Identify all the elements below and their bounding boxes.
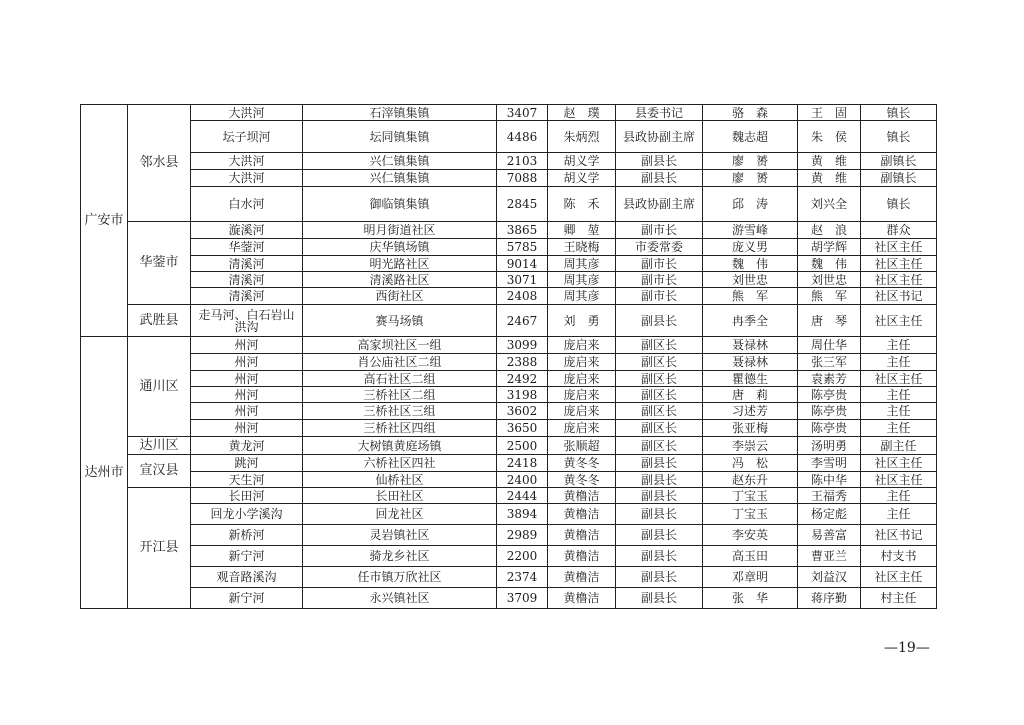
person2-cell: 游雪峰 xyxy=(703,222,798,239)
river-cell: 走马河、白石岩山洪沟 xyxy=(191,305,303,337)
title-cell: 市委常委 xyxy=(616,239,703,256)
location-cell: 三桥社区三组 xyxy=(303,403,497,420)
location-cell: 永兴镇社区 xyxy=(303,588,497,609)
river-cell: 观音路溪沟 xyxy=(191,567,303,588)
leader-cell: 庞启来 xyxy=(548,371,616,387)
title-cell: 副区长 xyxy=(616,354,703,371)
role-cell: 副镇长 xyxy=(861,170,937,187)
location-cell: 仙桥社区 xyxy=(303,472,497,488)
table-row xyxy=(81,239,937,256)
location-cell: 兴仁镇集镇 xyxy=(303,170,497,187)
location-cell: 高家坝社区一组 xyxy=(303,337,497,354)
leader-cell: 黄橹洁 xyxy=(548,488,616,504)
title-cell: 副县长 xyxy=(616,546,703,567)
role-cell: 群众 xyxy=(861,222,937,239)
person2-cell: 邱 涛 xyxy=(703,187,798,222)
river-cell: 新桥河 xyxy=(191,525,303,546)
person2-cell: 聂禄林 xyxy=(703,354,798,371)
river-cell: 州河 xyxy=(191,354,303,371)
table-row xyxy=(81,387,937,403)
location-cell: 大树镇黄庭场镇 xyxy=(303,437,497,455)
location-cell: 御临镇集镇 xyxy=(303,187,497,222)
leader-cell: 庞启来 xyxy=(548,387,616,403)
leader-cell: 张顺超 xyxy=(548,437,616,455)
table-row xyxy=(81,488,937,504)
title-cell: 副市长 xyxy=(616,222,703,239)
title-cell: 副县长 xyxy=(616,305,703,337)
table-row xyxy=(81,305,937,337)
leader-cell: 胡义学 xyxy=(548,170,616,187)
code-cell: 2400 xyxy=(497,472,548,488)
code-cell: 3407 xyxy=(497,105,548,121)
location-cell: 庆华镇场镇 xyxy=(303,239,497,256)
river-cell: 清溪河 xyxy=(191,256,303,272)
person3-cell: 陈亭贵 xyxy=(798,403,861,420)
title-cell: 副区长 xyxy=(616,420,703,437)
table-row xyxy=(81,354,937,371)
role-cell: 主任 xyxy=(861,504,937,525)
leader-cell: 黄橹洁 xyxy=(548,588,616,609)
title-cell: 副区长 xyxy=(616,403,703,420)
river-cell: 漩溪河 xyxy=(191,222,303,239)
role-cell: 主任 xyxy=(861,403,937,420)
person2-cell: 丁宝玉 xyxy=(703,488,798,504)
river-cell: 清溪河 xyxy=(191,288,303,305)
leader-cell: 王晓梅 xyxy=(548,239,616,256)
person2-cell: 聂禄林 xyxy=(703,337,798,354)
person3-cell: 王福秀 xyxy=(798,488,861,504)
table-row xyxy=(81,437,937,455)
role-cell: 镇长 xyxy=(861,105,937,121)
table-row xyxy=(81,153,937,170)
location-cell: 西街社区 xyxy=(303,288,497,305)
title-cell: 副区长 xyxy=(616,437,703,455)
person3-cell: 曹亚兰 xyxy=(798,546,861,567)
leader-cell: 黄橹洁 xyxy=(548,546,616,567)
person3-cell: 蒋序勤 xyxy=(798,588,861,609)
role-cell: 主任 xyxy=(861,420,937,437)
table-row xyxy=(81,525,937,546)
river-cell: 黄龙河 xyxy=(191,437,303,455)
table-row xyxy=(81,105,937,121)
table-row xyxy=(81,288,937,305)
code-cell: 2989 xyxy=(497,525,548,546)
location-cell: 明光路社区 xyxy=(303,256,497,272)
person2-cell: 唐 莉 xyxy=(703,387,798,403)
title-cell: 副市长 xyxy=(616,256,703,272)
river-cell: 白水河 xyxy=(191,187,303,222)
code-cell: 3709 xyxy=(497,588,548,609)
role-cell: 社区主任 xyxy=(861,472,937,488)
leader-cell: 周其彦 xyxy=(548,272,616,288)
location-cell: 三桥社区二组 xyxy=(303,387,497,403)
person2-cell: 瞿德生 xyxy=(703,371,798,387)
location-cell: 回龙社区 xyxy=(303,504,497,525)
person3-cell: 袁素芳 xyxy=(798,371,861,387)
location-cell: 骑龙乡社区 xyxy=(303,546,497,567)
table-row xyxy=(81,588,937,609)
code-cell: 2492 xyxy=(497,371,548,387)
person2-cell: 庞义男 xyxy=(703,239,798,256)
role-cell: 主任 xyxy=(861,488,937,504)
leader-cell: 庞启来 xyxy=(548,337,616,354)
river-cell: 跳河 xyxy=(191,455,303,472)
table-row xyxy=(81,420,937,437)
location-cell: 清溪路社区 xyxy=(303,272,497,288)
person2-cell: 高玉田 xyxy=(703,546,798,567)
role-cell: 村主任 xyxy=(861,588,937,609)
leader-cell: 庞启来 xyxy=(548,354,616,371)
city-cell: 广安市 xyxy=(81,105,128,337)
title-cell: 副县长 xyxy=(616,472,703,488)
role-cell: 主任 xyxy=(861,387,937,403)
role-cell: 主任 xyxy=(861,354,937,371)
river-cell: 清溪河 xyxy=(191,272,303,288)
county-cell: 开江县 xyxy=(128,488,191,609)
title-cell: 副市长 xyxy=(616,288,703,305)
river-cell: 大洪河 xyxy=(191,105,303,121)
person3-cell: 李雪明 xyxy=(798,455,861,472)
title-cell: 副县长 xyxy=(616,455,703,472)
leader-cell: 陈 禾 xyxy=(548,187,616,222)
code-cell: 2374 xyxy=(497,567,548,588)
county-cell: 通川区 xyxy=(128,337,191,437)
person3-cell: 黄 维 xyxy=(798,153,861,170)
county-cell: 达川区 xyxy=(128,437,191,455)
table-row xyxy=(81,272,937,288)
table-row xyxy=(81,567,937,588)
river-cell: 天生河 xyxy=(191,472,303,488)
location-cell: 长田社区 xyxy=(303,488,497,504)
person3-cell: 易善富 xyxy=(798,525,861,546)
river-cell: 州河 xyxy=(191,337,303,354)
role-cell: 社区主任 xyxy=(861,305,937,337)
table-row xyxy=(81,504,937,525)
location-cell: 肖公庙社区二组 xyxy=(303,354,497,371)
leader-cell: 胡义学 xyxy=(548,153,616,170)
title-cell: 县政协副主席 xyxy=(616,187,703,222)
leader-cell: 黄橹洁 xyxy=(548,567,616,588)
table-row xyxy=(81,546,937,567)
role-cell: 社区主任 xyxy=(861,455,937,472)
person2-cell: 习述芳 xyxy=(703,403,798,420)
person2-cell: 冯 松 xyxy=(703,455,798,472)
title-cell: 副县长 xyxy=(616,153,703,170)
river-cell: 回龙小学溪沟 xyxy=(191,504,303,525)
person2-cell: 张亚梅 xyxy=(703,420,798,437)
table-row xyxy=(81,222,937,239)
role-cell: 社区主任 xyxy=(861,256,937,272)
person3-cell: 张三军 xyxy=(798,354,861,371)
role-cell: 社区书记 xyxy=(861,288,937,305)
leader-cell: 黄冬冬 xyxy=(548,455,616,472)
leader-cell: 卿 堃 xyxy=(548,222,616,239)
code-cell: 3894 xyxy=(497,504,548,525)
code-cell: 3865 xyxy=(497,222,548,239)
code-cell: 3071 xyxy=(497,272,548,288)
river-cell: 州河 xyxy=(191,403,303,420)
river-cell: 大洪河 xyxy=(191,170,303,187)
person3-cell: 陈中华 xyxy=(798,472,861,488)
code-cell: 3650 xyxy=(497,420,548,437)
river-cell: 州河 xyxy=(191,420,303,437)
leader-cell: 黄冬冬 xyxy=(548,472,616,488)
role-cell: 副镇长 xyxy=(861,153,937,170)
title-cell: 副区长 xyxy=(616,387,703,403)
title-cell: 副县长 xyxy=(616,170,703,187)
title-cell: 副区长 xyxy=(616,337,703,354)
person2-cell: 冉季全 xyxy=(703,305,798,337)
person3-cell: 周仕华 xyxy=(798,337,861,354)
location-cell: 坛同镇集镇 xyxy=(303,121,497,153)
title-cell: 副县长 xyxy=(616,588,703,609)
river-cell: 华蓥河 xyxy=(191,239,303,256)
river-cell: 州河 xyxy=(191,371,303,387)
person2-cell: 廖 赟 xyxy=(703,153,798,170)
person3-cell: 黄 维 xyxy=(798,170,861,187)
location-cell: 赛马场镇 xyxy=(303,305,497,337)
county-cell: 武胜县 xyxy=(128,305,191,337)
person3-cell: 刘兴全 xyxy=(798,187,861,222)
leader-cell: 庞启来 xyxy=(548,420,616,437)
county-cell: 华蓥市 xyxy=(128,222,191,305)
leader-cell: 周其彦 xyxy=(548,256,616,272)
role-cell: 社区书记 xyxy=(861,525,937,546)
person2-cell: 赵东升 xyxy=(703,472,798,488)
role-cell: 主任 xyxy=(861,337,937,354)
table-row xyxy=(81,337,937,354)
person3-cell: 陈亭贵 xyxy=(798,420,861,437)
river-cell: 长田河 xyxy=(191,488,303,504)
title-cell: 县委书记 xyxy=(616,105,703,121)
code-cell: 7088 xyxy=(497,170,548,187)
leader-cell: 刘 勇 xyxy=(548,305,616,337)
person3-cell: 魏 伟 xyxy=(798,256,861,272)
person2-cell: 熊 军 xyxy=(703,288,798,305)
code-cell: 2200 xyxy=(497,546,548,567)
person2-cell: 李崇云 xyxy=(703,437,798,455)
person2-cell: 张 华 xyxy=(703,588,798,609)
person3-cell: 熊 军 xyxy=(798,288,861,305)
table-row xyxy=(81,472,937,488)
code-cell: 5785 xyxy=(497,239,548,256)
code-cell: 3602 xyxy=(497,403,548,420)
location-cell: 明月街道社区 xyxy=(303,222,497,239)
person3-cell: 唐 琴 xyxy=(798,305,861,337)
code-cell: 2444 xyxy=(497,488,548,504)
title-cell: 副市长 xyxy=(616,272,703,288)
leader-cell: 朱炳烈 xyxy=(548,121,616,153)
location-cell: 兴仁镇集镇 xyxy=(303,153,497,170)
code-cell: 3198 xyxy=(497,387,548,403)
role-cell: 村支书 xyxy=(861,546,937,567)
city-cell: 达州市 xyxy=(81,337,128,609)
person2-cell: 魏 伟 xyxy=(703,256,798,272)
location-cell: 石滓镇集镇 xyxy=(303,105,497,121)
title-cell: 副县长 xyxy=(616,525,703,546)
table-row xyxy=(81,455,937,472)
person2-cell: 丁宝玉 xyxy=(703,504,798,525)
responsibility-table xyxy=(80,104,937,609)
person3-cell: 陈亭贵 xyxy=(798,387,861,403)
code-cell: 2408 xyxy=(497,288,548,305)
person3-cell: 朱 侯 xyxy=(798,121,861,153)
person2-cell: 李安英 xyxy=(703,525,798,546)
title-cell: 县政协副主席 xyxy=(616,121,703,153)
code-cell: 2500 xyxy=(497,437,548,455)
leader-cell: 赵 璞 xyxy=(548,105,616,121)
code-cell: 2388 xyxy=(497,354,548,371)
code-cell: 2103 xyxy=(497,153,548,170)
table-row xyxy=(81,170,937,187)
location-cell: 高石社区二组 xyxy=(303,371,497,387)
table-row xyxy=(81,121,937,153)
title-cell: 副县长 xyxy=(616,488,703,504)
leader-cell: 黄橹洁 xyxy=(548,525,616,546)
code-cell: 2845 xyxy=(497,187,548,222)
person3-cell: 刘益汉 xyxy=(798,567,861,588)
river-cell: 大洪河 xyxy=(191,153,303,170)
person3-cell: 杨定彪 xyxy=(798,504,861,525)
title-cell: 副县长 xyxy=(616,504,703,525)
title-cell: 副区长 xyxy=(616,371,703,387)
person2-cell: 邓章明 xyxy=(703,567,798,588)
code-cell: 3099 xyxy=(497,337,548,354)
page-number: —19— xyxy=(884,640,930,656)
person3-cell: 王 固 xyxy=(798,105,861,121)
code-cell: 2467 xyxy=(497,305,548,337)
person3-cell: 汤明勇 xyxy=(798,437,861,455)
person3-cell: 刘世忠 xyxy=(798,272,861,288)
person2-cell: 魏志超 xyxy=(703,121,798,153)
title-cell: 副县长 xyxy=(616,567,703,588)
leader-cell: 庞启来 xyxy=(548,403,616,420)
role-cell: 社区主任 xyxy=(861,272,937,288)
person2-cell: 刘世忠 xyxy=(703,272,798,288)
table-row xyxy=(81,371,937,387)
person3-cell: 赵 浪 xyxy=(798,222,861,239)
location-cell: 三桥社区四组 xyxy=(303,420,497,437)
river-cell: 坛子坝河 xyxy=(191,121,303,153)
table-row xyxy=(81,403,937,420)
table-row xyxy=(81,187,937,222)
role-cell: 副主任 xyxy=(861,437,937,455)
person3-cell: 胡学辉 xyxy=(798,239,861,256)
role-cell: 镇长 xyxy=(861,121,937,153)
location-cell: 任市镇万欣社区 xyxy=(303,567,497,588)
location-cell: 六桥社区四社 xyxy=(303,455,497,472)
code-cell: 9014 xyxy=(497,256,548,272)
location-cell: 灵岩镇社区 xyxy=(303,525,497,546)
leader-cell: 黄橹洁 xyxy=(548,504,616,525)
river-cell: 新宁河 xyxy=(191,546,303,567)
person2-cell: 廖 赟 xyxy=(703,170,798,187)
river-cell: 新宁河 xyxy=(191,588,303,609)
role-cell: 镇长 xyxy=(861,187,937,222)
leader-cell: 周其彦 xyxy=(548,288,616,305)
role-cell: 社区主任 xyxy=(861,567,937,588)
role-cell: 社区主任 xyxy=(861,371,937,387)
county-cell: 宣汉县 xyxy=(128,455,191,488)
county-cell: 邻水县 xyxy=(128,105,191,222)
code-cell: 2418 xyxy=(497,455,548,472)
table-row xyxy=(81,256,937,272)
code-cell: 4486 xyxy=(497,121,548,153)
river-cell: 州河 xyxy=(191,387,303,403)
person2-cell: 骆 森 xyxy=(703,105,798,121)
role-cell: 社区主任 xyxy=(861,239,937,256)
